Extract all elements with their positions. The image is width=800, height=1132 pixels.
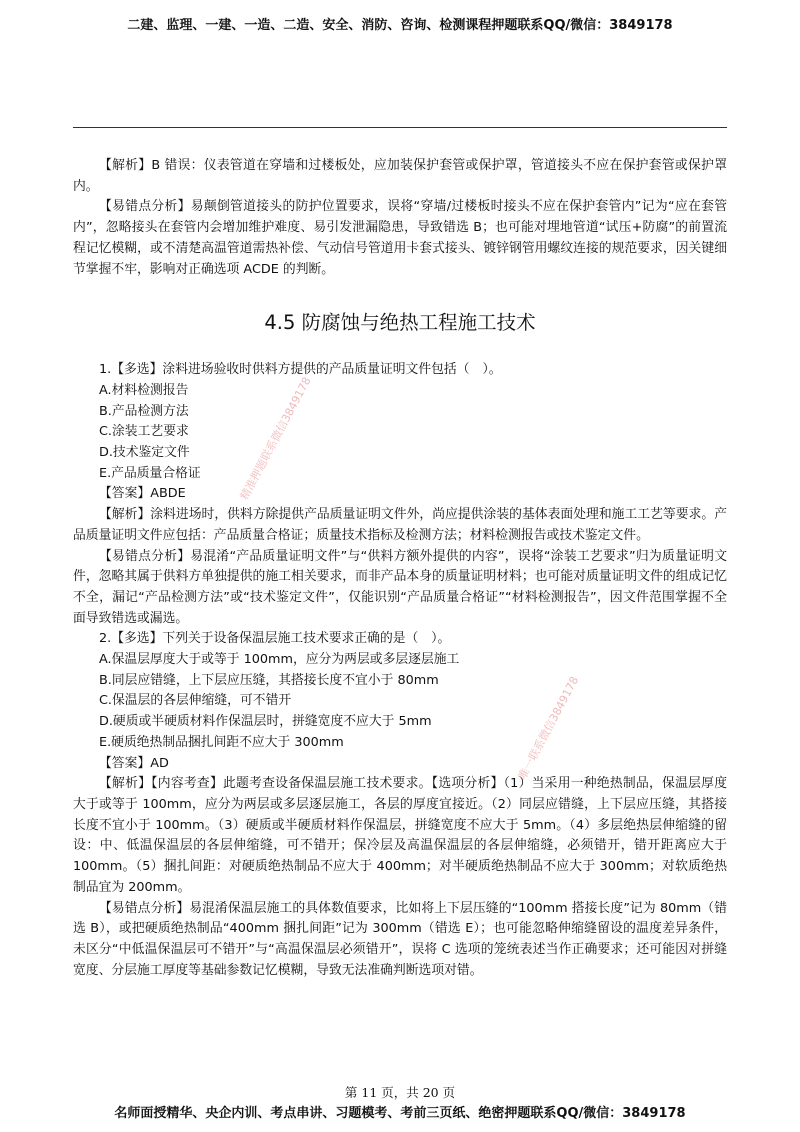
q2-option-d: D.硬质或半硬质材料作保温层时，拼缝宽度不应大于 5mm	[99, 714, 432, 730]
page-content	[73, 156, 727, 981]
q2-error-analysis: 【易错点分析】易混淆保温层施工的具体数值要求，比如将上下层压缝的“100mm 搭接长度”记为 80mm（错选 B），或把硬质绝热制品“400mm 捆扎间距”记为 300mm（错选 E）；也可能忽略伸缩缝留设的温度差异条件，未区分“中低温保温层可不错开”与“高温保温层必须错开”，误将 C 选项的笼统表述当作正确要求；还可能因对拼缝宽度、分层施工厚度等基础参数记忆模糊，导致无法准确判断选项对错。	[73, 900, 727, 978]
q2-option-a: A.保温层厚度大于或等于 100mm，应分为两层或多层逐层施工	[99, 652, 460, 668]
q1-option-d: D.技术鉴定文件	[99, 445, 190, 461]
section-title: 4.5 防腐蚀与绝热工程施工技术	[264, 311, 536, 335]
intro-analysis: 【解析】B 错误：仪表管道在穿墙和过楼板处，应加装保护套管或保护罩，管道接头不应在保护套管或保护罩内。	[73, 158, 727, 194]
q2-option-e: E.硬质绝热制品捆扎间距不应大于 300mm	[99, 734, 344, 750]
page-number: 第 11 页，共 20 页	[344, 1085, 456, 1100]
q1-error-analysis: 【易错点分析】易混淆“产品质量证明文件”与“供料方额外提供的内容”，误将“涂装工艺要求”归为质量证明文件，忽略其属于供料方单独提供的施工相关要求，而非产品本身的质量证明材料；也可能对质量证明文件的组成记忆不全，漏记“产品检测方法”或“技术鉴定文件”，仅能识别“产品质量合格证”“材料检测报告”，因文件范围掌握不全面导致错选或漏选。	[73, 548, 727, 626]
q2-question: 2.【多选】下列关于设备保温层施工技术要求正确的是（ ）。	[99, 631, 451, 647]
q1-question: 1.【多选】涂料进场验收时供料方提供的产品质量证明文件包括（ ）。	[99, 362, 502, 378]
page-header: 二建、监理、一建、一造、二造、安全、消防、咨询、检测课程押题联系QQ/微信：3849178	[127, 18, 673, 33]
q2-option-c: C.保温层的各层伸缩缝，可不错开	[99, 693, 292, 709]
q1-option-e: E.产品质量合格证	[99, 465, 201, 481]
q2-option-b: B.同层应错缝，上下层应压缝，其搭接长度不宜小于 80mm	[99, 672, 439, 688]
page-footer: 名师面授精华、央企内训、考点串讲、习题模考、考前三页纸、绝密押题联系QQ/微信：3849178	[114, 1106, 686, 1121]
q1-option-b: B.产品检测方法	[99, 403, 189, 419]
watermark-1: 精准押题联系微信3849178	[237, 374, 314, 503]
q1-option-a: A.材料检测报告	[99, 382, 189, 398]
q2-analysis: 【解析】【内容考查】此题考查设备保温层施工技术要求。【选项分析】（1）当采用一种绝热制品，保温层厚度大于或等于 100mm，应分为两层或多层逐层施工，各层的厚度宜接近。（2）同层应错缝，上下层应压缝，其搭接长度不宜小于 100mm。（3）硬质或半硬质材料作保温层，拼缝宽度不应大于 5mm。（4）多层绝热层伸缩缝的留设：中、低温保温层的各层伸缩缝，可不错开；保冷层及高温保温层的各层伸缩缝，必须错开，错开距离应大于 100mm。（5）捆扎间距：对硬质绝热制品不应大于 400mm；对半硬质绝热制品不应大于 300mm；对软质绝热制品宜为 200mm。	[73, 776, 727, 895]
q2-answer: 【答案】AD	[99, 755, 169, 771]
header-divider	[73, 127, 727, 128]
watermark-2: 唯一联系微信3849178	[515, 674, 582, 783]
intro-error-analysis: 【易错点分析】易颠倒管道接头的防护位置要求，误将“穿墙/过楼板时接头不应在保护套管内”记为“应在套管内”，忽略接头在套管内会增加维护难度、易引发泄漏隐患，导致错选 B；也可能对埋地管道“试压+防腐”的前置流程记忆模糊，或不清楚高温管道需热补偿、气动信号管道用卡套式接头、镀锌钢管用螺纹连接的规范要求，因关键细节掌握不牢，影响对正确选项 ACDE 的判断。	[73, 199, 727, 277]
q1-option-c: C.涂装工艺要求	[99, 424, 189, 440]
q1-answer: 【答案】ABDE	[99, 486, 186, 502]
q1-analysis: 【解析】涂料进场时，供料方除提供产品质量证明文件外，尚应提供涂装的基体表面处理和施工工艺等要求。产品质量证明文件应包括：产品质量合格证；质量技术指标及检测方法；材料检测报告或技术鉴定文件。	[73, 507, 727, 543]
